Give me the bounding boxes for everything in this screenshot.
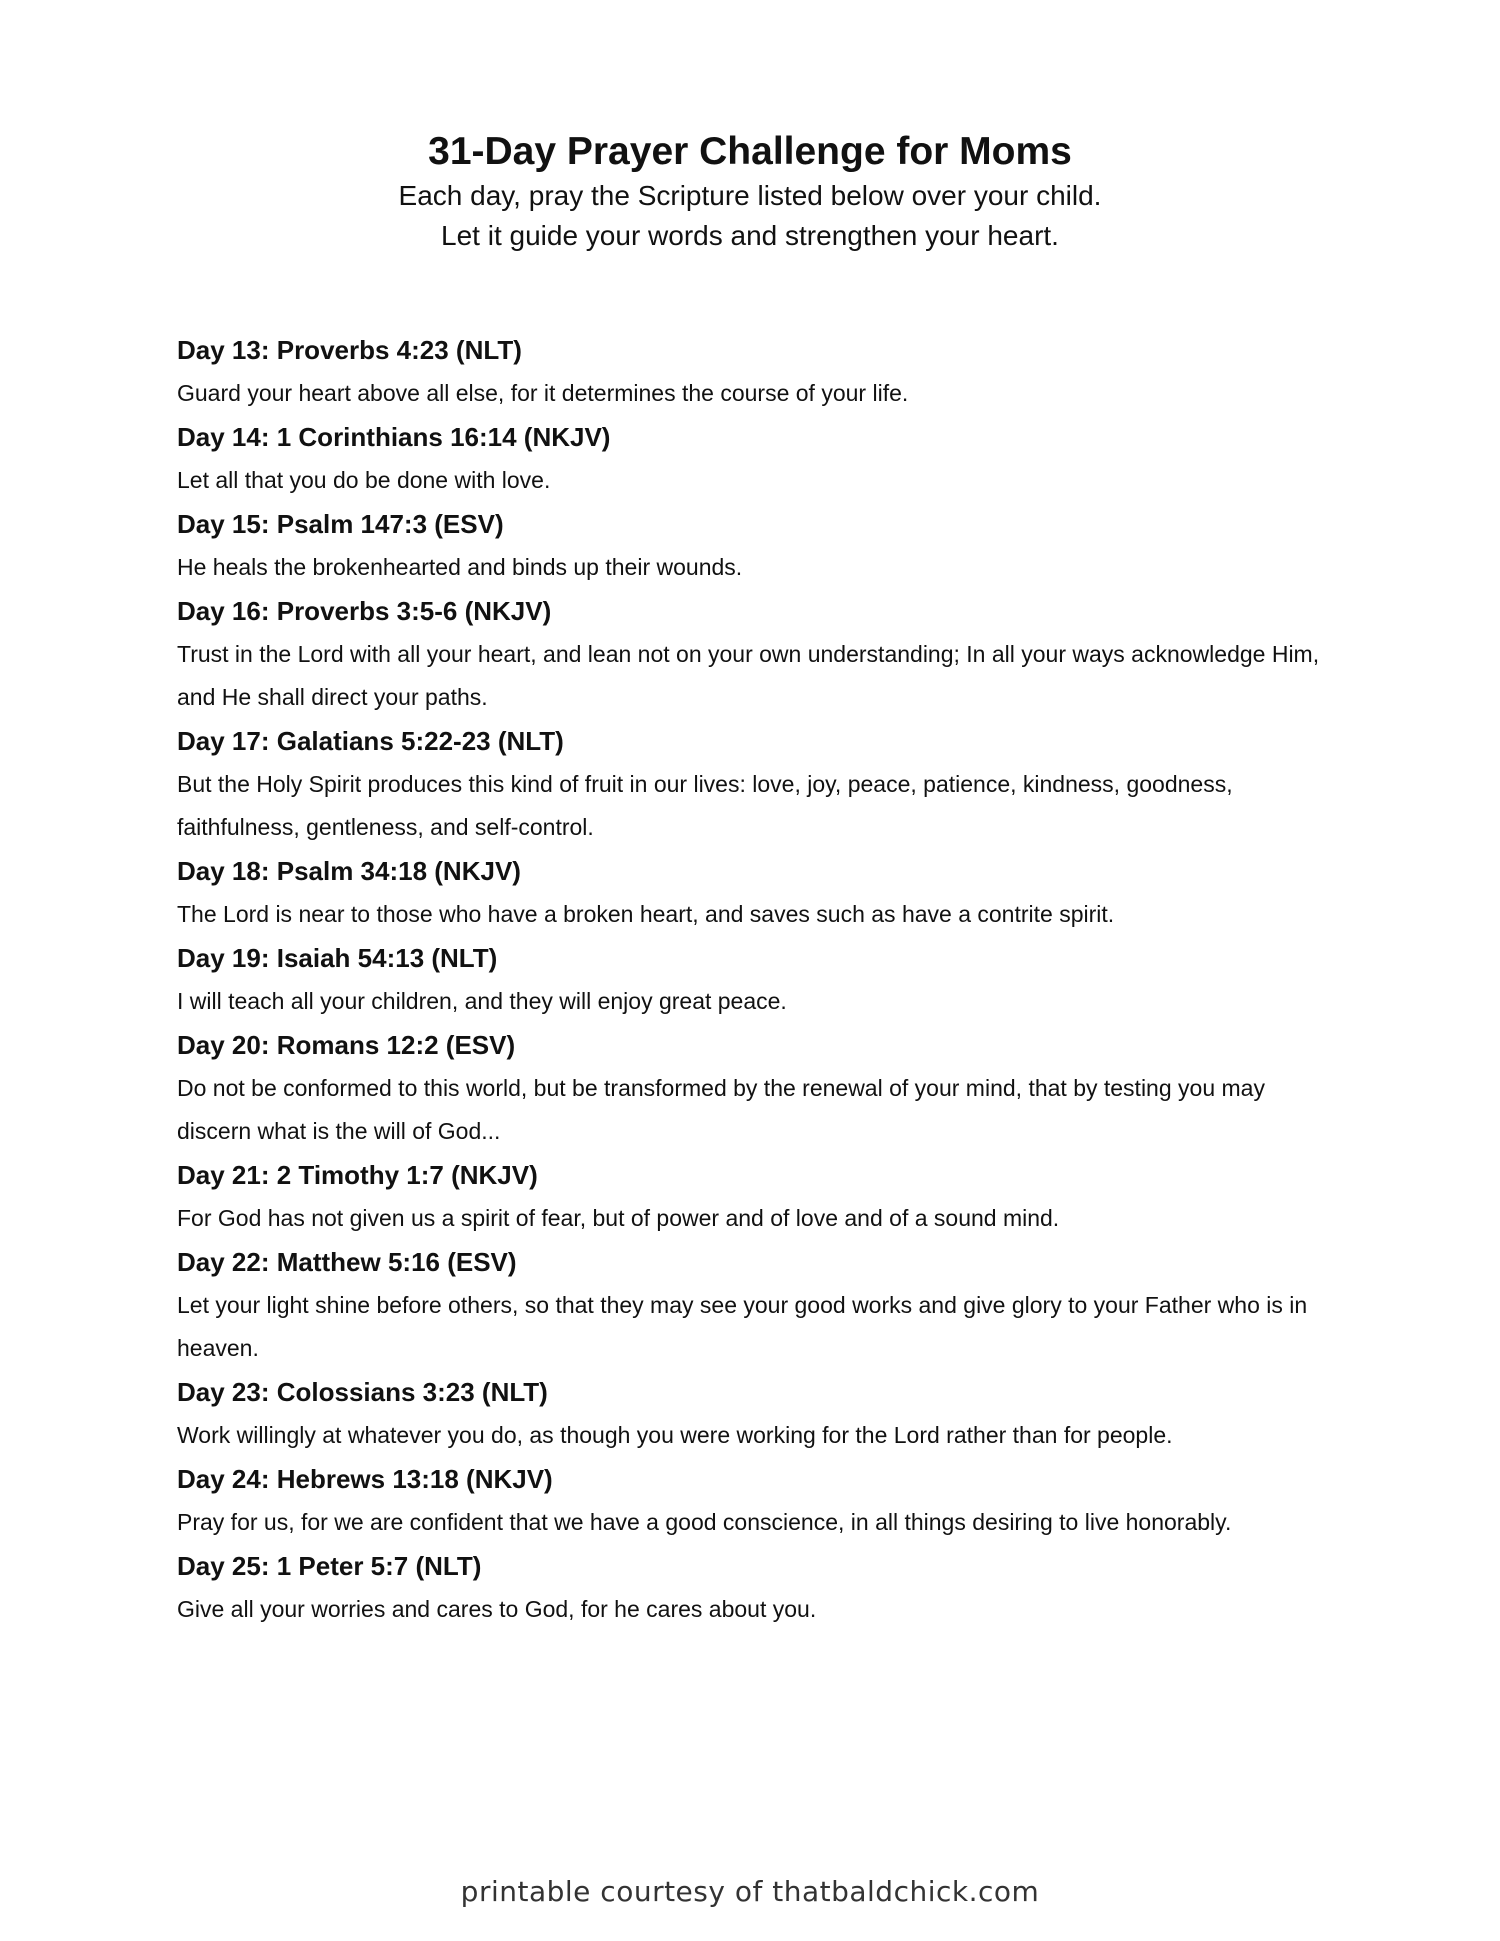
entry-verse: But the Holy Spirit produces this kind of fruit in our lives: love, joy, peace, patience, kindness, goodness, faithfulness, gentleness, and self-control. <box>177 771 1233 840</box>
entry-verse: Let all that you do be done with love. <box>177 467 551 493</box>
entry-verse: Give all your worries and cares to God, for he cares about you. <box>177 1596 817 1622</box>
subtitle-line-2: Let it guide your words and strengthen your heart. <box>441 220 1059 251</box>
entry-verse: He heals the brokenhearted and binds up their wounds. <box>177 554 743 580</box>
entry-heading: Day 19: Isaiah 54:13 (NLT) <box>177 943 498 973</box>
scripture-entry-day-20 <box>177 1023 1327 1153</box>
scripture-entry-day-15 <box>177 502 1327 589</box>
scripture-entry-day-17 <box>177 719 1327 849</box>
scripture-entry-day-23 <box>177 1370 1327 1457</box>
scripture-entry-day-22 <box>177 1240 1327 1370</box>
entry-verse: The Lord is near to those who have a broken heart, and saves such as have a contrite spirit. <box>177 901 1115 927</box>
entry-verse: I will teach all your children, and they will enjoy great peace. <box>177 988 787 1014</box>
entry-heading: Day 17: Galatians 5:22-23 (NLT) <box>177 726 564 756</box>
footer-credit: printable courtesy of thatbaldchick.com <box>460 1875 1040 1908</box>
entry-heading: Day 13: Proverbs 4:23 (NLT) <box>177 335 522 365</box>
scripture-entry-day-25 <box>177 1544 1327 1631</box>
entry-verse: Work willingly at whatever you do, as though you were working for the Lord rather than for people. <box>177 1422 1173 1448</box>
page-header <box>0 128 1500 256</box>
entry-verse: Trust in the Lord with all your heart, and lean not on your own understanding; In all your ways acknowledge Him, and He shall direct your paths. <box>177 641 1320 710</box>
entry-verse: Let your light shine before others, so that they may see your good works and give glory to your Father who is in heaven. <box>177 1292 1308 1361</box>
scripture-entry-day-24 <box>177 1457 1327 1544</box>
entry-heading: Day 22: Matthew 5:16 (ESV) <box>177 1247 517 1277</box>
entry-verse: Do not be conformed to this world, but be transformed by the renewal of your mind, that by testing you may discern what is the will of God... <box>177 1075 1265 1144</box>
scripture-list <box>177 328 1327 1631</box>
entry-verse: For God has not given us a spirit of fear, but of power and of love and of a sound mind. <box>177 1205 1060 1231</box>
entry-heading: Day 18: Psalm 34:18 (NKJV) <box>177 856 521 886</box>
scripture-entry-day-14 <box>177 415 1327 502</box>
page-title: 31-Day Prayer Challenge for Moms <box>428 130 1072 173</box>
entry-heading: Day 15: Psalm 147:3 (ESV) <box>177 509 504 539</box>
entry-verse: Pray for us, for we are confident that we have a good conscience, in all things desiring to live honorably. <box>177 1509 1232 1535</box>
scripture-entry-day-16 <box>177 589 1327 719</box>
scripture-entry-day-19 <box>177 936 1327 1023</box>
entry-heading: Day 23: Colossians 3:23 (NLT) <box>177 1377 548 1407</box>
entry-heading: Day 16: Proverbs 3:5-6 (NKJV) <box>177 596 552 626</box>
scripture-entry-day-18 <box>177 849 1327 936</box>
subtitle-line-1: Each day, pray the Scripture listed below over your child. <box>398 180 1102 211</box>
entry-verse: Guard your heart above all else, for it determines the course of your life. <box>177 380 909 406</box>
entry-heading: Day 25: 1 Peter 5:7 (NLT) <box>177 1551 482 1581</box>
entry-heading: Day 21: 2 Timothy 1:7 (NKJV) <box>177 1160 538 1190</box>
entry-heading: Day 24: Hebrews 13:18 (NKJV) <box>177 1464 553 1494</box>
scripture-entry-day-21 <box>177 1153 1327 1240</box>
entry-heading: Day 14: 1 Corinthians 16:14 (NKJV) <box>177 422 611 452</box>
entry-heading: Day 20: Romans 12:2 (ESV) <box>177 1030 516 1060</box>
scripture-entry-day-13 <box>177 328 1327 415</box>
